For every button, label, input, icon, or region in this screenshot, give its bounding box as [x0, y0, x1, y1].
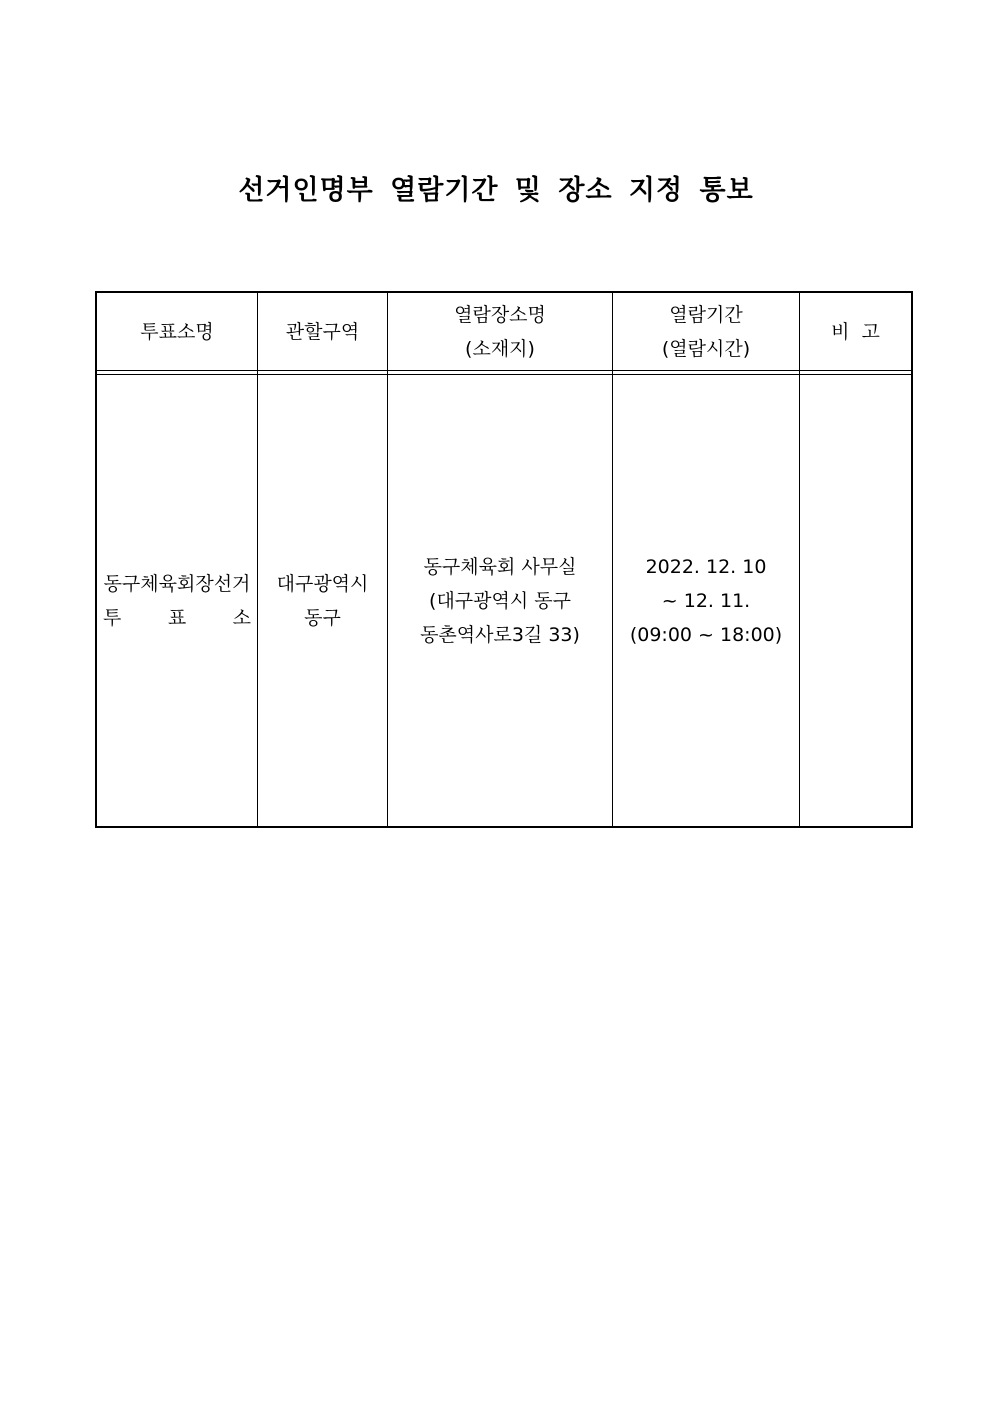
- place-address-line2: 동촌역사로3길 33): [420, 623, 580, 646]
- station-suffix-char: 투: [103, 606, 122, 629]
- cell-station: [97, 375, 257, 826]
- period-hours: (09:00 ~ 18:00): [629, 623, 783, 646]
- document-title: 선거인명부 열람기간 및 장소 지정 통보: [238, 175, 754, 206]
- station-suffix-char: 소: [232, 606, 251, 629]
- district-city: 대구광역시: [276, 572, 369, 595]
- header-period-sublabel: (열람시간): [661, 338, 751, 360]
- notice-table: [95, 291, 913, 828]
- station-suffix: [103, 601, 251, 635]
- place-name: 동구체육회 사무실: [423, 555, 577, 578]
- place-address-line1: (대구광역시 동구: [429, 589, 571, 612]
- header-district: [258, 293, 387, 371]
- cell-place: [388, 375, 612, 826]
- header-period: [613, 293, 799, 371]
- header-note: [800, 293, 911, 371]
- header-place-label: 열람장소명: [454, 304, 546, 326]
- period-start: 2022. 12. 10: [645, 555, 767, 578]
- header-district-label: 관할구역: [285, 321, 360, 343]
- header-station-label: 투표소명: [140, 321, 214, 343]
- header-note-label: 비 고: [831, 321, 880, 343]
- station-suffix-char: 표: [167, 606, 187, 629]
- period-end: ~ 12. 11.: [661, 589, 751, 612]
- header-place: [388, 293, 612, 371]
- header-period-label: 열람기간: [669, 304, 743, 326]
- cell-district: [258, 375, 387, 826]
- cell-note: [800, 375, 911, 826]
- district-gu: 동구: [304, 606, 341, 629]
- header-station: [97, 293, 257, 371]
- station-name: 동구체육회장선거: [103, 572, 251, 595]
- header-place-sublabel: (소재지): [465, 338, 535, 360]
- cell-period: [613, 375, 799, 826]
